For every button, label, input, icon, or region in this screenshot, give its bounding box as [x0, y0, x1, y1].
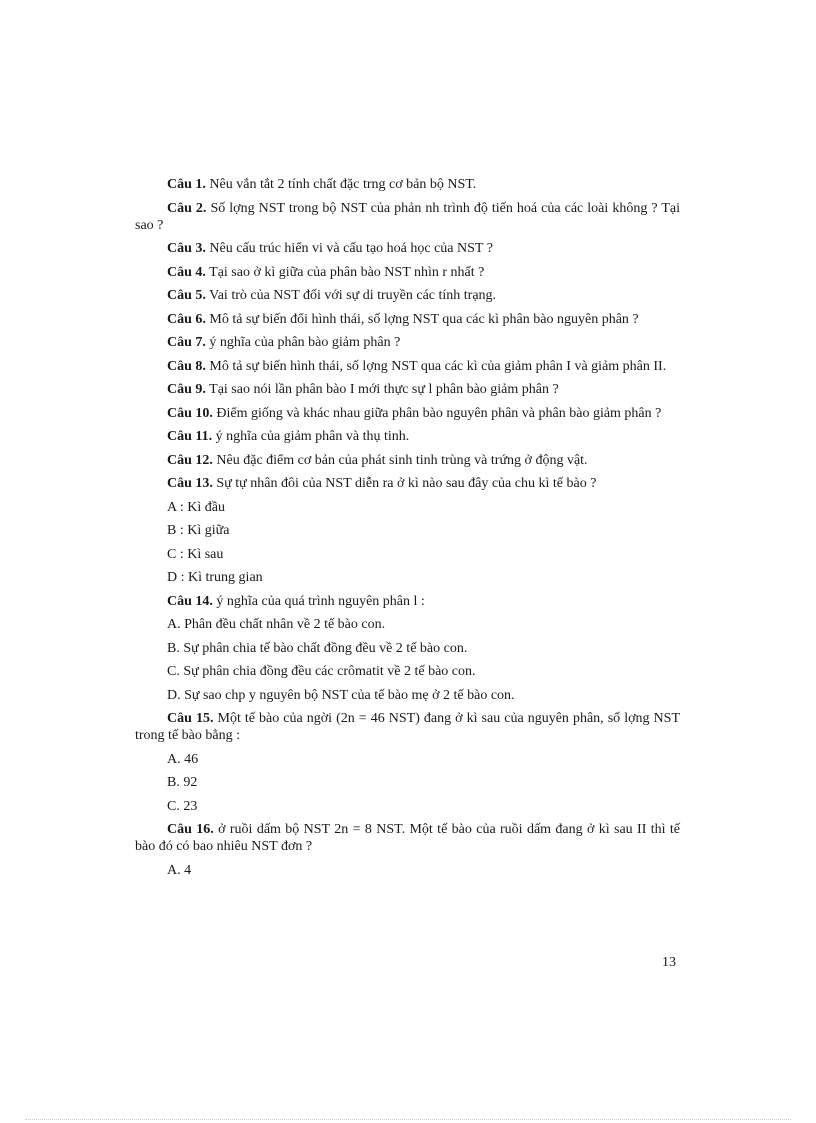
- question-text: Tại sao ở kì giữa của phân bào NST nhìn r nhất ?: [205, 264, 485, 280]
- question-label: Câu 9.: [167, 382, 206, 397]
- question-2: [135, 200, 680, 234]
- answer-option: A. 4: [167, 862, 192, 878]
- question-text: Nêu vắn tắt 2 tính chất đặc trng cơ bản bộ NST.: [205, 177, 477, 192]
- question-3: [135, 240, 680, 257]
- question-label: Câu 8.: [167, 358, 206, 374]
- question-label: Câu 2.: [167, 200, 207, 216]
- question-8: [135, 358, 680, 375]
- question-label: Câu 11.: [167, 429, 213, 444]
- question-text: Nêu đặc điểm cơ bản của phát sinh tinh trùng và trứng ở động vật.: [212, 452, 588, 468]
- answer-option: A. 46: [167, 751, 199, 767]
- question-text: Điểm giống và khác nhau giữa phân bào nguyên phân và phân bào giảm phân ?: [212, 405, 662, 421]
- question-12: [135, 452, 680, 469]
- question-5: [135, 287, 680, 304]
- question-13: [135, 475, 680, 492]
- question-text: ở ruồi dấm bộ NST 2n = 8 NST. Một tế bào của ruồi dấm đang ở kì sau II thì tế bào đó có bao nhiêu NST đơn ?: [135, 822, 680, 854]
- question-text: Vai trò của NST đối với sự di truyền các tính trạng.: [205, 288, 497, 303]
- question-text: Sự tự nhân đôi của NST diễn ra ở kì nào sau đây của chu kì tế bào ?: [212, 476, 597, 491]
- answer-option: B. 92: [167, 775, 198, 790]
- document-body: [135, 176, 680, 885]
- question-15: [135, 710, 680, 744]
- question-label: Câu 16.: [167, 822, 214, 837]
- question-label: Câu 3.: [167, 241, 206, 256]
- question-7: [135, 334, 680, 351]
- question-11: [135, 428, 680, 445]
- answer-option: A : Kì đầu: [167, 499, 225, 515]
- answer-option: C. Sự phân chia đồng đều các crômatit về 2 tế bào con.: [167, 664, 476, 679]
- answer-option: C : Kì sau: [167, 546, 224, 562]
- question-16: [135, 821, 680, 855]
- question-text: Mô tả sự biến đổi hình thái, số lợng NST qua các kì phân bào nguyên phân ?: [205, 311, 639, 327]
- page-bottom-divider: [25, 1119, 791, 1120]
- question-label: Câu 5.: [167, 288, 206, 303]
- question-text: ý nghĩa của quá trình nguyên phân l :: [212, 593, 425, 609]
- question-label: Câu 4.: [167, 264, 206, 280]
- question-10: [135, 405, 680, 422]
- question-4: [135, 264, 680, 281]
- question-9: [135, 381, 680, 398]
- page-number: 13: [662, 955, 676, 970]
- question-text: ý nghĩa của phân bào giảm phân ?: [205, 335, 401, 350]
- question-14: [135, 593, 680, 610]
- question-text: Nêu cấu trúc hiển vi và cấu tạo hoá học của NST ?: [205, 241, 493, 256]
- answer-option: A. Phân đều chất nhân về 2 tế bào con.: [167, 617, 386, 632]
- answer-option: B : Kì giữa: [167, 523, 230, 538]
- question-text: Số lợng NST trong bộ NST của phản nh trình độ tiến hoá của các loài không ? Tại sao ?: [135, 200, 680, 233]
- question-text: Mô tả sự biến hình thái, số lợng NST qua các kì của giảm phân I và giảm phân II.: [205, 358, 667, 374]
- question-label: Câu 6.: [167, 311, 206, 327]
- question-label: Câu 7.: [167, 335, 206, 350]
- question-text: Tại sao nói lần phân bào I mới thực sự l phân bào giảm phân ?: [205, 382, 559, 397]
- question-label: Câu 14.: [167, 593, 213, 609]
- question-6: [135, 311, 680, 328]
- answer-option: D : Kì trung gian: [167, 570, 263, 585]
- answer-option: C. 23: [167, 798, 198, 814]
- question-label: Câu 15.: [167, 711, 214, 726]
- question-label: Câu 12.: [167, 452, 213, 468]
- question-1: [135, 176, 680, 193]
- answer-option: D. Sự sao chp y nguyên bộ NST của tế bào mẹ ở 2 tế bào con.: [167, 687, 515, 703]
- question-label: Câu 13.: [167, 476, 213, 491]
- question-label: Câu 1.: [167, 177, 206, 192]
- question-text: Một tế bào của ngời (2n = 46 NST) đang ở kì sau của nguyên phân, số lợng NST trong tế bào bằng :: [135, 711, 680, 743]
- question-label: Câu 10.: [167, 405, 213, 421]
- answer-option: B. Sự phân chia tế bào chất đồng đều về 2 tế bào con.: [167, 640, 468, 656]
- question-text: ý nghĩa của giảm phân và thụ tinh.: [212, 429, 410, 444]
